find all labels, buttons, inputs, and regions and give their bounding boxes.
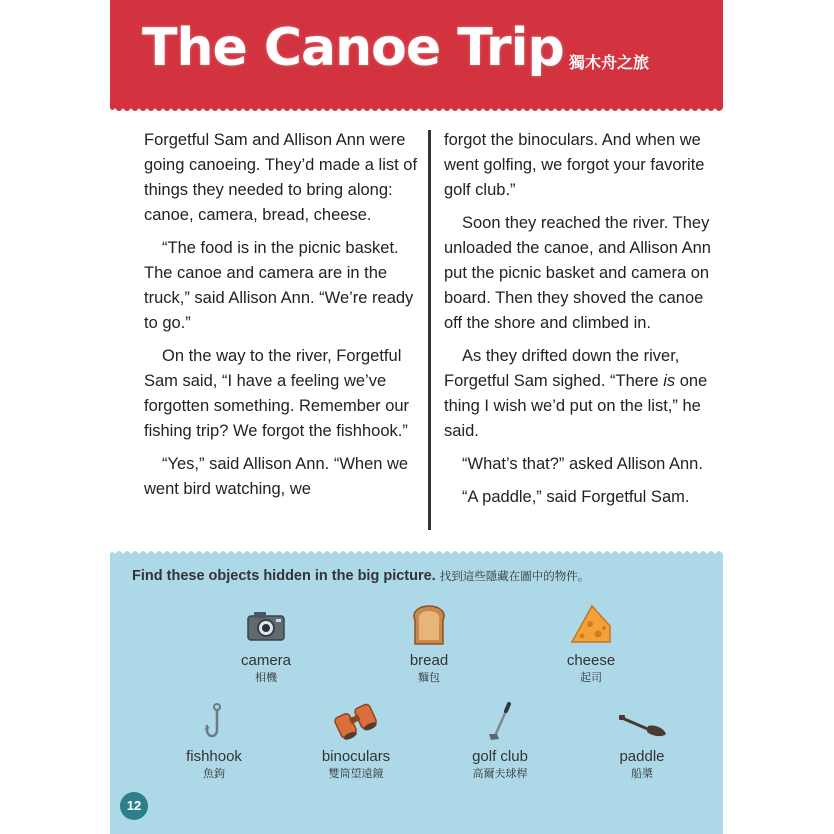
object-label: cheese	[566, 652, 616, 669]
story-paragraph: “Yes,” said Allison Ann. “When we went bird watching, we	[144, 455, 409, 498]
object-binoculars	[296, 702, 416, 782]
story-paragraph: Forgetful Sam and Allison Ann were going canoeing. They’d made a list of things they needed to bring along: canoe, camera, bread, cheese.	[144, 131, 418, 224]
header-banner	[110, 0, 723, 108]
object-bread	[369, 604, 489, 686]
find-instruction-chinese: 找到這些隱藏在圖中的物件。	[439, 569, 590, 583]
object-camera	[206, 606, 326, 686]
story-column-right	[444, 128, 720, 518]
find-objects-panel	[110, 554, 723, 834]
golf-club-icon	[485, 702, 515, 742]
paddle-icon	[616, 710, 668, 742]
story-paragraph: forgot the binoculars. And when we went golfing, we forgot your favorite golf club.”	[444, 131, 705, 199]
bread-icon	[411, 604, 447, 646]
object-label-chinese: 魚鉤	[203, 767, 225, 780]
fishhook-icon	[199, 702, 229, 742]
cheese-icon	[568, 604, 614, 646]
object-label: golf club	[472, 748, 528, 765]
story-paragraph: “A paddle,” said Forgetful Sam.	[462, 488, 690, 506]
object-label-chinese: 起司	[580, 671, 602, 684]
object-label: fishhook	[186, 748, 242, 765]
object-label: bread	[409, 652, 449, 669]
object-label-chinese: 雙筒望遠鏡	[328, 767, 384, 780]
object-label: binoculars	[321, 748, 391, 765]
story-paragraph: Soon they reached the river. They unloaded the canoe, and Allison Ann put the picnic basket and camera on board. Then they shoved the canoe off the shore and climbed in.	[444, 214, 711, 332]
object-label: paddle	[619, 748, 665, 765]
book-page	[110, 0, 723, 834]
camera-icon	[244, 606, 288, 646]
header-scalloped-edge	[110, 100, 723, 116]
story-paragraph: “What’s that?” asked Allison Ann.	[462, 455, 703, 473]
story-text: As they drifted down the river, Forgetful Sam sighed. “There	[444, 347, 680, 390]
object-label-chinese: 相機	[255, 671, 277, 684]
object-label-chinese: 船槳	[631, 767, 653, 780]
emphasis-text: is	[663, 372, 676, 390]
page-title-chinese: 獨木舟之旅	[569, 53, 650, 72]
object-golf-club	[440, 702, 560, 782]
object-fishhook	[154, 702, 274, 782]
story-column-left	[144, 128, 420, 510]
object-label-chinese: 麵包	[418, 671, 440, 684]
object-cheese	[531, 604, 651, 686]
page-number: 12	[120, 792, 148, 820]
story-text: one thing I wish we’d put on the list,” he said.	[444, 372, 708, 440]
find-instruction	[132, 568, 589, 584]
story-paragraph	[444, 344, 720, 444]
object-label: camera	[240, 652, 292, 669]
page-title: The Canoe Trip	[142, 18, 564, 78]
binoculars-icon	[331, 702, 381, 742]
find-instruction-text: Find these objects hidden in the big picture.	[132, 568, 436, 584]
object-label-chinese: 高爾夫球桿	[472, 767, 528, 780]
column-divider	[428, 130, 431, 530]
story-paragraph: “The food is in the picnic basket. The canoe and camera are in the truck,” said Allison Ann. “We’re ready to go.”	[144, 239, 414, 332]
object-paddle	[582, 710, 702, 782]
story-paragraph: On the way to the river, Forgetful Sam said, “I have a feeling we’ve forgotten something. Remember our fishing trip? We forgot the fishhook.”	[144, 347, 410, 440]
